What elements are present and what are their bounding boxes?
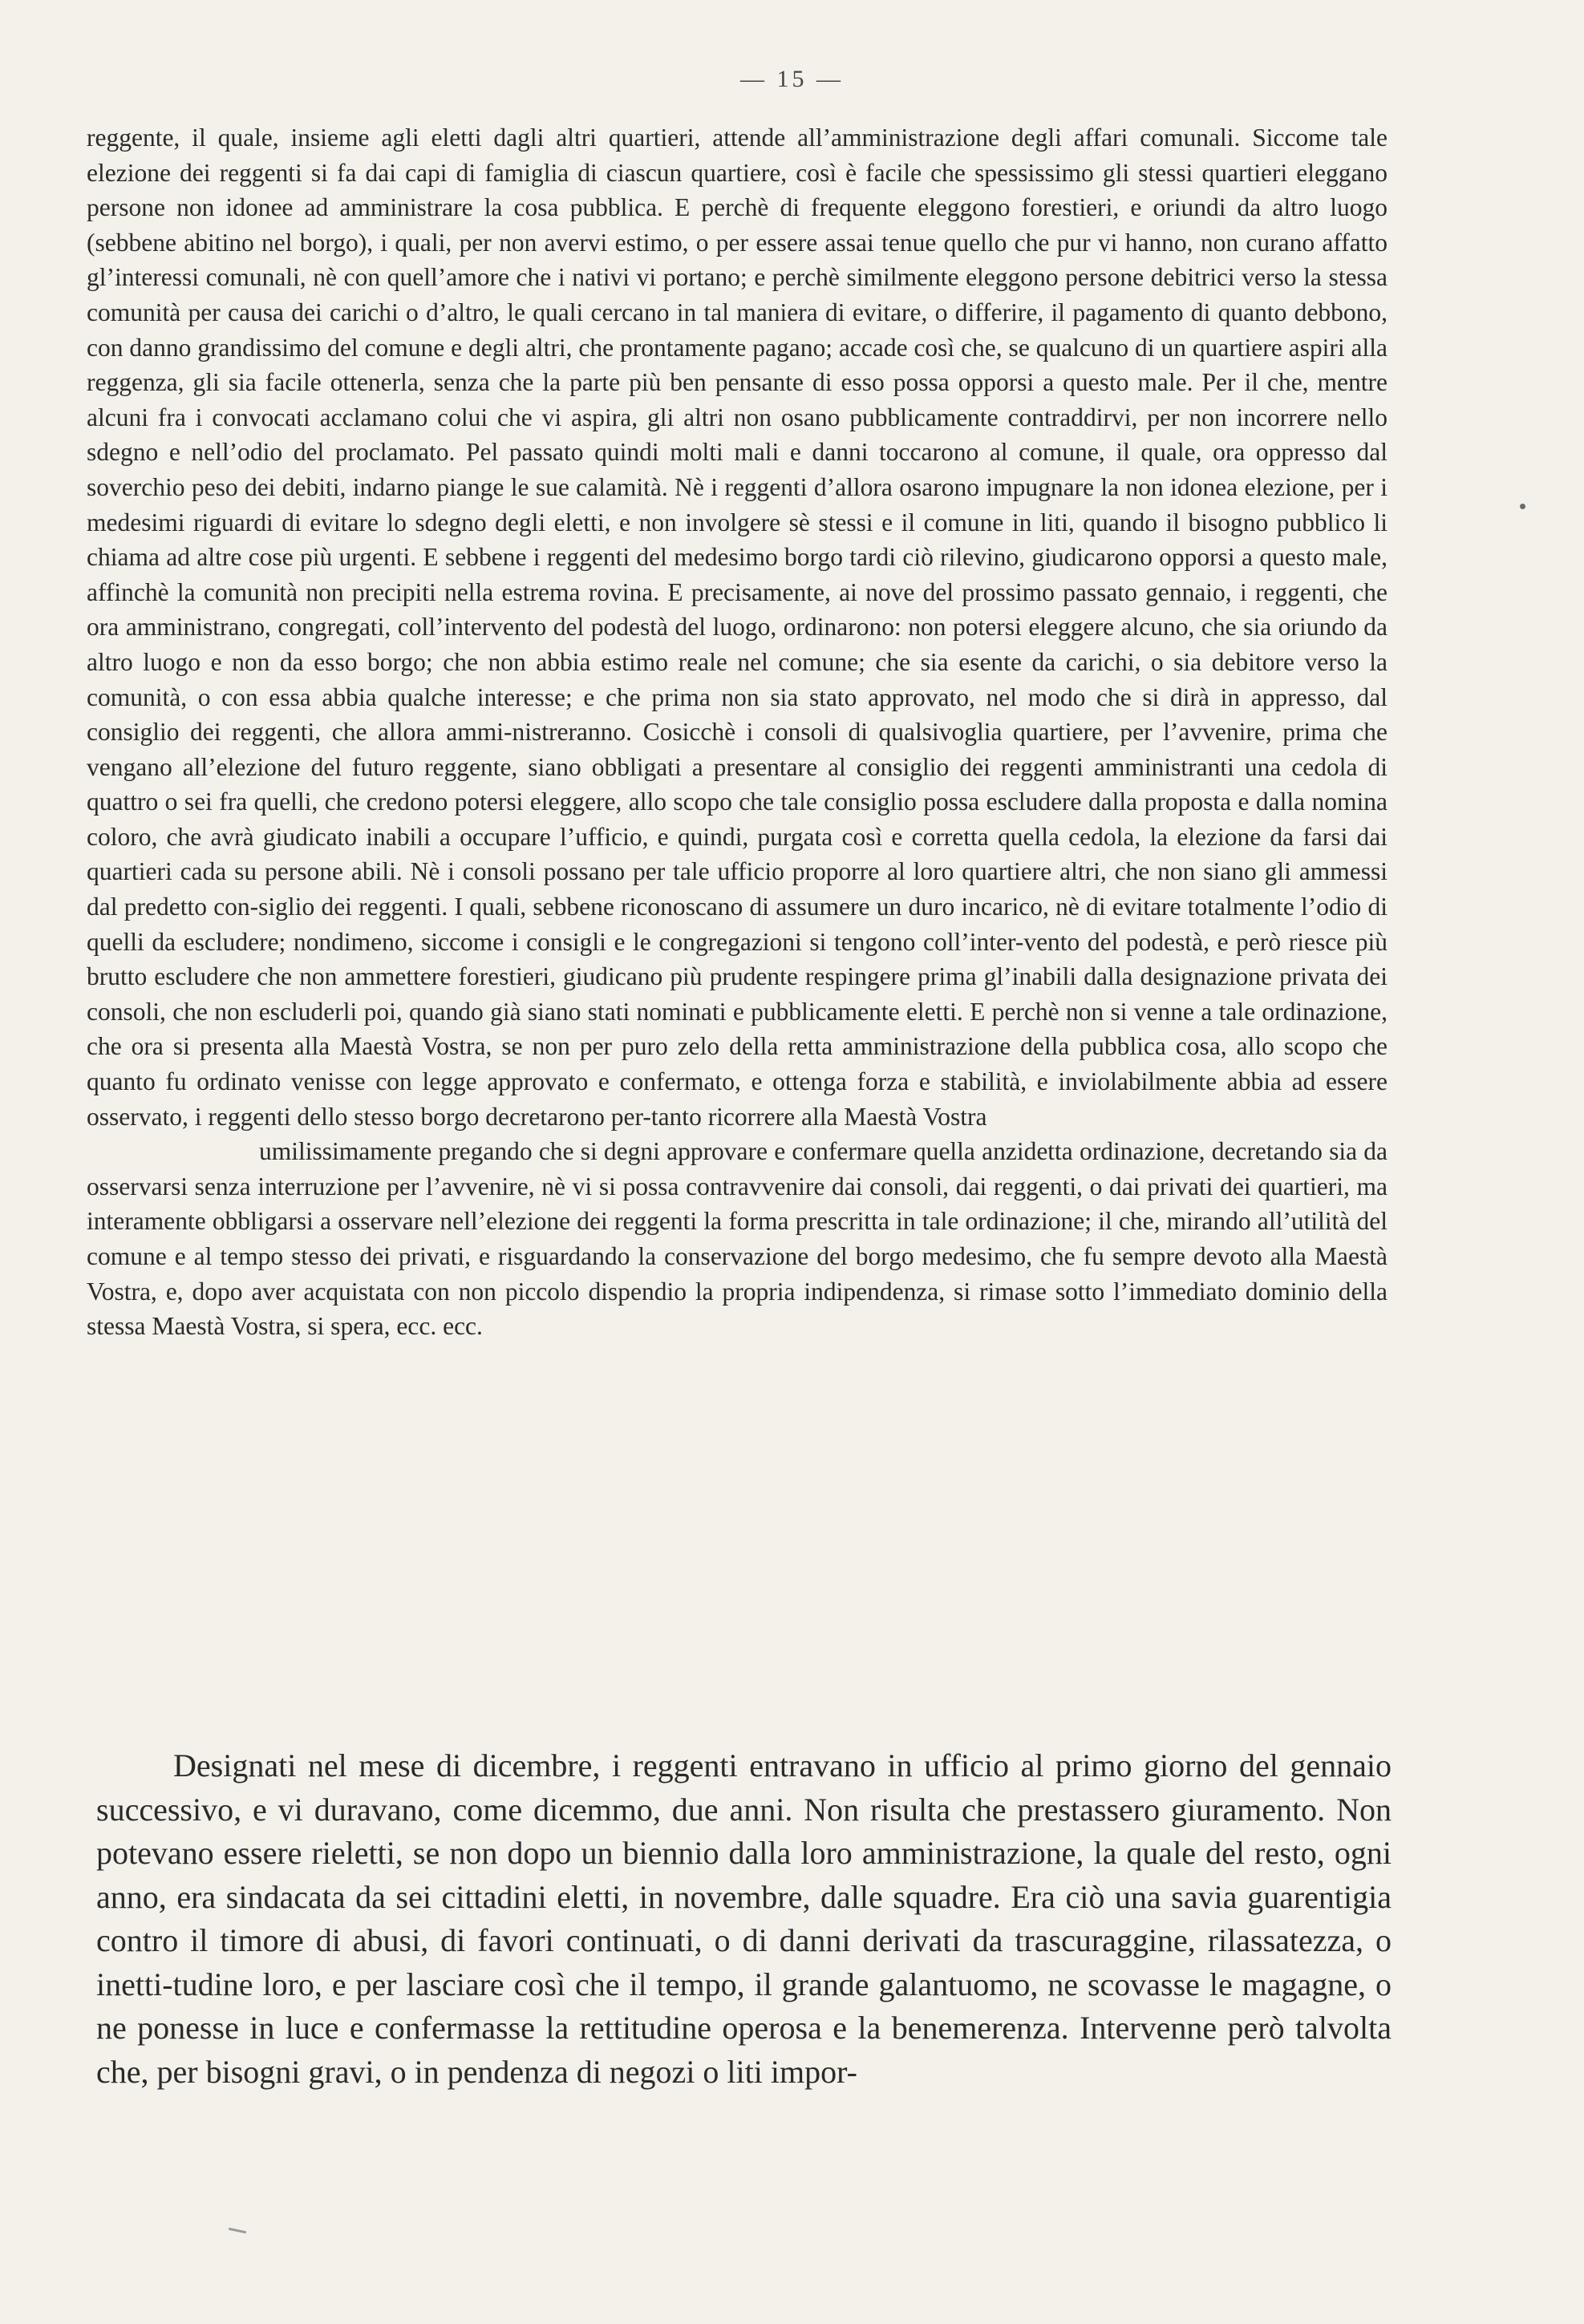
quoted-petition-text <box>87 120 1388 1344</box>
page-number: — 15 — <box>740 66 844 92</box>
body-paragraph: Designati nel mese di dicembre, i reggenti entravano in ufficio al primo giorno del gennaio successivo, e vi duravano, come dicemmo, due anni. Non risulta che prestassero giuramento. Non potevano essere rieletti, se non dopo un biennio dalla loro amministrazione, la quale del resto, ogni anno, era sindacata da sei cittadini eletti, in novembre, dalle squadre. Era ciò una savia guarentigia contro il timore di abusi, di favori continuati, o di danni derivati da trascuraggine, rilassatezza, o inetti-tudine loro, e per lasciare così che il tempo, il grande galantuomo, ne scovasse le magagne, o ne ponesse in luce e confermasse la rettitudine operosa e la benemerenza. Intervenne però talvolta che, per bisogni gravi, o in pendenza di negozi o liti impor- <box>96 1747 1392 2090</box>
page-smudge <box>229 2228 246 2234</box>
margin-mark <box>1520 504 1525 509</box>
quote-paragraph-1: reggente, il quale, insieme agli eletti dagli altri quartieri, attende all’amministrazione degli affari comunali. Siccome tale elezione dei reggenti si fa dai capi di famiglia di ciascun quartiere, così è facile che spessissimo gli stessi quartieri eleggano persone non idonee ad amministrare la cosa pubblica. E perchè di frequente eleggono forestieri, e oriundi da altro luogo (sebbene abitino nel borgo), i quali, per non avervi estimo, o per essere assai tenue quello che pur vi hanno, non curano affatto gl’interessi comunali, nè con quell’amore che i nativi vi portano; e perchè similmente eleggono persone debitrici verso la stessa comunità per causa dei carichi o d’altro, le quali cercano in tal maniera di evitare, o differire, il pagamento di quanto debbono, con danno grandissimo del comune e degli altri, che prontamente pagano; accade così che, se qualcuno di un quartiere aspiri alla reggenza, gli sia facile ottenerla, senza che la parte più ben pensante di esso possa opporsi a questo male. Per il che, mentre alcuni fra i convocati acclamano colui che vi aspira, gli altri non osano pubblicamente contraddirvi, per non incorrere nello sdegno e nell’odio del proclamato. Pel passato quindi molti mali e danni toccarono al comune, il quale, ora oppresso dal soverchio peso dei debiti, indarno piange le sue calamità. Nè i reggenti d’allora osarono impugnare la non idonea elezione, per i medesimi riguardi di evitare lo sdegno degli eletti, e non involgere sè stessi e il comune in liti, quando il bisogno pubblico li chiama ad altre cose più urgenti. E sebbene i reggenti del medesimo borgo tardi ciò rilevino, giudicarono opporsi a questo male, affinchè la comunità non precipiti nella estrema rovina. E precisamente, ai nove del prossimo passato gennaio, i reggenti, che ora amministrano, congregati, coll’intervento del podestà del luogo, ordinarono: non potersi eleggere alcuno, che sia oriundo da altro luogo e non da esso borgo; che non abbia estimo reale nel comune; che sia esente da carichi, o sia debitore verso la comunità, o con essa abbia qualche interesse; e che prima non sia stato approvato, nel modo che si dirà in appresso, dal consiglio dei reggenti, che allora ammi-nistreranno. Cosicchè i consoli di qualsivoglia quartiere, per l’avvenire, prima che vengano all’elezione del futuro reggente, siano obbligati a presentare al consiglio dei reggenti amministranti una cedola di quattro o sei fra quelli, che credono potersi eleggere, allo scopo che tale consiglio possa escludere dalla proposta e dalla nomina coloro, che avrà giudicato inabili a occupare l’ufficio, e quindi, purgata così e corretta quella cedola, la elezione da farsi dai quartieri cada su persone abili. Nè i consoli possano per tale ufficio proporre al loro quartiere altri, che non siano gli ammessi dal predetto con-siglio dei reggenti. I quali, sebbene riconoscano di assumere un duro incarico, nè di evitare totalmente l’odio di quelli da escludere; nondimeno, siccome i consigli e le congregazioni si tengono coll’inter-vento del podestà, e però riesce più brutto escludere che non ammettere forestieri, giudicano più prudente respingere prima gl’inabili dalla designazione privata dei consoli, che non escluderli poi, quando già siano stati nominati e pubblicamente eletti. E perchè non si venne a tale ordinazione, che ora si presenta alla Maestà Vostra, se non per puro zelo della retta amministrazione della pubblica cosa, allo scopo che quanto fu ordinato venisse con legge approvato e confermato, e ottenga forza e stabilità, e inviolabilmente abbia ad essere osservato, i reggenti dello stesso borgo decretarono per-tanto ricorrere alla Maestà Vostra <box>87 123 1388 1131</box>
quote-paragraph-2: umilissimamente pregando che si degni approvare e confermare quella anzidetta ordinazione, decretando sia da osservarsi senza interruzione per l’avvenire, nè vi si possa contravvenire dai consoli, dai reggenti, o dai privati dei quartieri, ma interamente obbligarsi a osservare nell’elezione dei reggenti la forma prescritta in tale ordinazione; il che, mirando all’utilità del comune e al tempo stesso dei privati, e risguardando la conservazione del borgo medesimo, che fu sempre devoto alla Maestà Vostra, e, dopo aver acquistata con non piccolo dispendio la propria indipendenza, si rimase sotto l’immediato dominio della stessa Maestà Vostra, si spera, ecc. ecc. <box>87 1137 1388 1341</box>
main-body-text <box>96 1744 1392 2094</box>
